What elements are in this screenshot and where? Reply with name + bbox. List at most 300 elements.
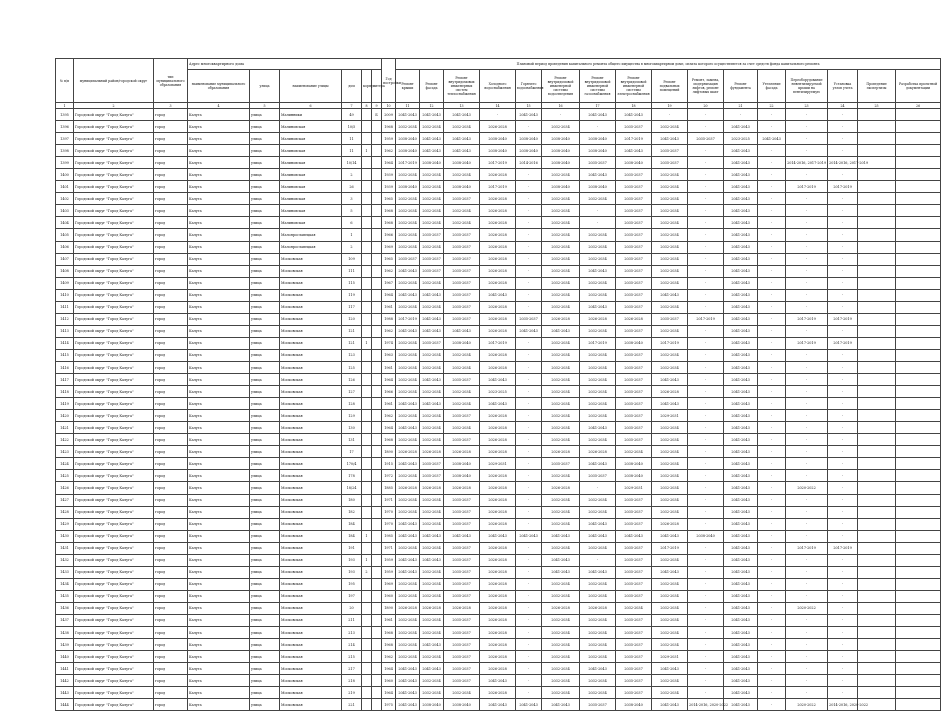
cell-work-period: 2041-2043 bbox=[420, 109, 444, 121]
cell-work-period: - bbox=[828, 361, 858, 373]
cell-n: 1412 bbox=[56, 313, 74, 325]
cell-k bbox=[362, 506, 372, 518]
cell-work-period: 2020-2022 bbox=[786, 699, 828, 711]
cell-empty bbox=[858, 349, 896, 361]
cell-work-period: 2032-2034 bbox=[420, 349, 444, 361]
cell-sn: Московская bbox=[280, 301, 342, 313]
cell-work-period: - bbox=[828, 675, 858, 687]
cell-work-period: 2032-2034 bbox=[542, 193, 580, 205]
cell-work-period: 2035-2037 bbox=[444, 506, 480, 518]
cell-work-period: - bbox=[828, 434, 858, 446]
cell-t: город bbox=[154, 313, 188, 325]
cell-d: Городской округ "Город Калуга" bbox=[74, 374, 154, 386]
cell-empty bbox=[858, 494, 896, 506]
cell-work-period: 2032-2034 bbox=[652, 506, 688, 518]
cell-d: Городской округ "Город Калуга" bbox=[74, 627, 154, 639]
cell-empty bbox=[896, 578, 941, 590]
cell-work-period: 2041-2043 bbox=[396, 675, 420, 687]
cell-work-period: 2032-2034 bbox=[542, 121, 580, 133]
cell-empty bbox=[858, 506, 896, 518]
cell-work-period: 2038-2040 bbox=[616, 157, 652, 169]
cell-work-period: - bbox=[828, 470, 858, 482]
column-number: 7 bbox=[342, 103, 362, 109]
header-house: дом bbox=[342, 70, 362, 103]
cell-work-period: - bbox=[786, 434, 828, 446]
cell-work-period: 2035-2037 bbox=[516, 313, 542, 325]
cell-n: 1399 bbox=[56, 157, 74, 169]
cell-work-period: - bbox=[516, 434, 542, 446]
cell-h: 184 bbox=[342, 530, 362, 542]
cell-work-period: 2032-2034 bbox=[396, 374, 420, 386]
cell-work-period: 2026-2028 bbox=[480, 590, 516, 602]
cell-k: 1 bbox=[362, 337, 372, 349]
cell-work-period: - bbox=[580, 554, 616, 566]
cell-h: 191 bbox=[342, 542, 362, 554]
cell-n: 1420 bbox=[56, 410, 74, 422]
table-row bbox=[56, 361, 941, 373]
cell-d: Городской округ "Город Калуга" bbox=[74, 530, 154, 542]
cell-l bbox=[372, 590, 382, 602]
cell-work-period: - bbox=[688, 458, 724, 470]
cell-work-period: 2026-2028 bbox=[480, 434, 516, 446]
cell-sn: Малиновская bbox=[280, 157, 342, 169]
cell-work-period: - bbox=[786, 578, 828, 590]
cell-h: 129 bbox=[342, 410, 362, 422]
cell-work-period: - bbox=[688, 217, 724, 229]
cell-work-period: 2032-2034 bbox=[652, 349, 688, 361]
cell-st: улица bbox=[250, 410, 280, 422]
cell-k bbox=[362, 253, 372, 265]
cell-work-period: 2041-2043 bbox=[724, 337, 758, 349]
cell-work-period: 2035-2037 bbox=[616, 386, 652, 398]
cell-l bbox=[372, 518, 382, 530]
cell-work-period: 2026-2028 bbox=[616, 313, 652, 325]
cell-s: Калуга bbox=[188, 181, 250, 193]
cell-st: улица bbox=[250, 181, 280, 193]
cell-work-period: 2038-2040 bbox=[444, 181, 480, 193]
cell-st: улица bbox=[250, 217, 280, 229]
cell-work-period: 2032-2034 bbox=[652, 614, 688, 626]
cell-work-period: 2032-2034 bbox=[542, 337, 580, 349]
cell-n: 1400 bbox=[56, 169, 74, 181]
cell-s: Калуга bbox=[188, 494, 250, 506]
cell-work-period: 2035-2037 bbox=[444, 590, 480, 602]
cell-k bbox=[362, 325, 372, 337]
cell-work-period: - bbox=[828, 446, 858, 458]
table-row bbox=[56, 205, 941, 217]
cell-h: 120 bbox=[342, 313, 362, 325]
cell-k bbox=[362, 627, 372, 639]
cell-work-period: - bbox=[688, 675, 724, 687]
cell-h: 184 bbox=[342, 518, 362, 530]
cell-d: Городской округ "Город Калуга" bbox=[74, 181, 154, 193]
cell-empty bbox=[896, 325, 941, 337]
cell-n: 1433 bbox=[56, 566, 74, 578]
cell-y: 1962 bbox=[382, 410, 396, 422]
cell-h: 109 bbox=[342, 253, 362, 265]
cell-l bbox=[372, 639, 382, 651]
column-number: 14 bbox=[480, 103, 516, 109]
cell-work-period: 2038-2040 bbox=[444, 470, 480, 482]
cell-work-period: - bbox=[516, 663, 542, 675]
cell-work-period: 2017-2019 bbox=[688, 313, 724, 325]
cell-work-period: 2035-2037 bbox=[420, 458, 444, 470]
column-number: 22 bbox=[758, 103, 786, 109]
cell-l bbox=[372, 229, 382, 241]
cell-work-period: 2032-2034 bbox=[580, 386, 616, 398]
cell-sn: Московская bbox=[280, 578, 342, 590]
cell-work-period: 2035-2037 bbox=[420, 253, 444, 265]
cell-l bbox=[372, 699, 382, 711]
cell-work-period: 2041-2043 bbox=[480, 374, 516, 386]
cell-st: улица bbox=[250, 193, 280, 205]
header-street-type: улица bbox=[250, 70, 280, 103]
cell-work-period: - bbox=[516, 578, 542, 590]
cell-work-period: - bbox=[516, 458, 542, 470]
cell-h: 6 bbox=[342, 217, 362, 229]
cell-work-period: - bbox=[516, 422, 542, 434]
cell-work-period: 2032-2034 bbox=[420, 542, 444, 554]
cell-s: Калуга bbox=[188, 289, 250, 301]
cell-k bbox=[362, 578, 372, 590]
cell-n: 1430 bbox=[56, 530, 74, 542]
table-row bbox=[56, 349, 941, 361]
cell-sn: Московская bbox=[280, 446, 342, 458]
cell-work-period: - bbox=[828, 410, 858, 422]
cell-work-period: 2041-2043 bbox=[516, 109, 542, 121]
table-row bbox=[56, 627, 941, 639]
cell-work-period: 2032-2034 bbox=[396, 217, 420, 229]
cell-y: 1915 bbox=[382, 458, 396, 470]
cell-work-period: 2026-2028 bbox=[420, 482, 444, 494]
cell-work-period: - bbox=[828, 494, 858, 506]
table-row bbox=[56, 337, 941, 349]
cell-l bbox=[372, 361, 382, 373]
cell-empty bbox=[858, 193, 896, 205]
cell-s: Калуга bbox=[188, 121, 250, 133]
cell-work-period: 2032-2034 bbox=[542, 627, 580, 639]
cell-k bbox=[362, 169, 372, 181]
cell-work-period: 2023-2025 bbox=[724, 133, 758, 145]
cell-n: 1440 bbox=[56, 651, 74, 663]
cell-t: город bbox=[154, 181, 188, 193]
cell-work-period: 2041-2043 bbox=[724, 494, 758, 506]
cell-s: Калуга bbox=[188, 590, 250, 602]
cell-work-period: 2032-2034 bbox=[542, 518, 580, 530]
cell-work-period: 2032-2034 bbox=[444, 121, 480, 133]
cell-sn: Малиновская bbox=[280, 193, 342, 205]
document-sheet bbox=[55, 58, 938, 711]
cell-work-period: 2038-2040 bbox=[396, 133, 420, 145]
cell-l bbox=[372, 325, 382, 337]
cell-s: Калуга bbox=[188, 133, 250, 145]
cell-work-period: 2032-2034 bbox=[420, 566, 444, 578]
cell-work-period: - bbox=[758, 217, 786, 229]
cell-work-period: - bbox=[758, 109, 786, 121]
cell-work-period: 2041-2043 bbox=[724, 301, 758, 313]
cell-work-period: 2032-2034 bbox=[542, 289, 580, 301]
header-gas: Ремонт внутридомовой инженерной системы газоснабжения bbox=[580, 70, 616, 103]
table-row bbox=[56, 554, 941, 566]
cell-st: улица bbox=[250, 542, 280, 554]
cell-work-period: - bbox=[828, 121, 858, 133]
cell-st: улица bbox=[250, 578, 280, 590]
cell-work-period: 2032-2034 bbox=[542, 651, 580, 663]
cell-work-period: 2041-2043 bbox=[396, 699, 420, 711]
cell-work-period: 2035-2037 bbox=[444, 627, 480, 639]
cell-work-period: - bbox=[516, 374, 542, 386]
cell-work-period: - bbox=[828, 386, 858, 398]
cell-work-period: - bbox=[688, 121, 724, 133]
cell-work-period: - bbox=[758, 554, 786, 566]
cell-work-period: - bbox=[828, 109, 858, 121]
table-row bbox=[56, 121, 941, 133]
cell-work-period: 2026-2028 bbox=[480, 518, 516, 530]
cell-work-period: 2026-2028 bbox=[480, 602, 516, 614]
cell-work-period: 2032-2034 bbox=[444, 422, 480, 434]
cell-work-period: - bbox=[758, 398, 786, 410]
cell-work-period: - bbox=[516, 518, 542, 530]
cell-work-period: 2032-2034 bbox=[580, 627, 616, 639]
table-row bbox=[56, 422, 941, 434]
cell-work-period: 2032-2034 bbox=[542, 614, 580, 626]
cell-y: 1970 bbox=[382, 518, 396, 530]
cell-s: Калуга bbox=[188, 313, 250, 325]
cell-empty bbox=[858, 566, 896, 578]
cell-t: город bbox=[154, 614, 188, 626]
cell-work-period: 2032-2034 bbox=[396, 169, 420, 181]
cell-work-period: 2032-2034 bbox=[542, 663, 580, 675]
cell-work-period: - bbox=[786, 205, 828, 217]
cell-work-period: - bbox=[828, 590, 858, 602]
cell-work-period: - bbox=[516, 554, 542, 566]
cell-st: улица bbox=[250, 386, 280, 398]
cell-n: 1407 bbox=[56, 253, 74, 265]
cell-work-period: 2032-2034 bbox=[396, 277, 420, 289]
cell-work-period: 2038-2040 bbox=[616, 470, 652, 482]
cell-work-period: 2026-2028 bbox=[420, 446, 444, 458]
table-row bbox=[56, 675, 941, 687]
cell-work-period: 2032-2034 bbox=[580, 361, 616, 373]
cell-s: Калуга bbox=[188, 337, 250, 349]
cell-work-period: 2032-2034 bbox=[396, 229, 420, 241]
cell-k bbox=[362, 446, 372, 458]
cell-empty bbox=[858, 590, 896, 602]
cell-work-period: 2041-2043 bbox=[616, 145, 652, 157]
cell-n: 1438 bbox=[56, 627, 74, 639]
cell-work-period: 2041-2043 bbox=[724, 675, 758, 687]
cell-l bbox=[372, 386, 382, 398]
cell-t: город bbox=[154, 289, 188, 301]
column-number: 12 bbox=[420, 103, 444, 109]
cell-st: улица bbox=[250, 566, 280, 578]
cell-work-period: - bbox=[758, 121, 786, 133]
cell-empty bbox=[896, 602, 941, 614]
cell-work-period: 2035-2037 bbox=[616, 651, 652, 663]
cell-l bbox=[372, 181, 382, 193]
cell-work-period: - bbox=[786, 133, 828, 145]
cell-work-period: 2038-2040 bbox=[616, 458, 652, 470]
cell-h: 5 bbox=[342, 205, 362, 217]
cell-work-period: 2032-2034 bbox=[420, 410, 444, 422]
cell-work-period: - bbox=[786, 289, 828, 301]
cell-work-period: 2026-2028 bbox=[580, 602, 616, 614]
cell-work-period: 2032-2034 bbox=[580, 253, 616, 265]
cell-h: 11 bbox=[342, 145, 362, 157]
cell-work-period: 2032-2034 bbox=[580, 325, 616, 337]
cell-n: 1422 bbox=[56, 434, 74, 446]
cell-st: улица bbox=[250, 494, 280, 506]
cell-s: Калуга bbox=[188, 109, 250, 121]
cell-work-period: 2017-2019 bbox=[480, 181, 516, 193]
cell-l bbox=[372, 121, 382, 133]
cell-y: 1963 bbox=[382, 349, 396, 361]
cell-work-period: 2026-2028 bbox=[480, 614, 516, 626]
cell-s: Калуга bbox=[188, 410, 250, 422]
cell-work-period: 2032-2034 bbox=[420, 241, 444, 253]
cell-sn: Малоярославецкая bbox=[280, 229, 342, 241]
cell-n: 1410 bbox=[56, 289, 74, 301]
cell-work-period: 2017-2019 bbox=[480, 157, 516, 169]
table-row bbox=[56, 494, 941, 506]
cell-work-period: 2041-2043 bbox=[724, 639, 758, 651]
cell-st: улица bbox=[250, 289, 280, 301]
cell-work-period: - bbox=[758, 325, 786, 337]
cell-d: Городской округ "Город Калуга" bbox=[74, 578, 154, 590]
cell-k bbox=[362, 663, 372, 675]
cell-work-period: 2035-2037 bbox=[616, 229, 652, 241]
cell-work-period: 2032-2034 bbox=[580, 687, 616, 699]
cell-work-period: - bbox=[516, 590, 542, 602]
cell-work-period: 2032-2034 bbox=[580, 614, 616, 626]
cell-d: Городской округ "Город Калуга" bbox=[74, 313, 154, 325]
header-foundation: Ремонт фундамента bbox=[724, 70, 758, 103]
cell-t: город bbox=[154, 470, 188, 482]
cell-work-period: - bbox=[758, 422, 786, 434]
cell-k bbox=[362, 157, 372, 169]
cell-y: 1885 bbox=[382, 482, 396, 494]
cell-work-period: - bbox=[516, 506, 542, 518]
cell-d: Городской округ "Город Калуга" bbox=[74, 398, 154, 410]
cell-st: улица bbox=[250, 602, 280, 614]
cell-work-period: 2041-2043 bbox=[724, 518, 758, 530]
cell-y: 1972 bbox=[382, 470, 396, 482]
table-row bbox=[56, 470, 941, 482]
cell-work-period: 2032-2034 bbox=[420, 217, 444, 229]
cell-work-period: 2032-2034 bbox=[396, 193, 420, 205]
cell-work-period: 2026-2028 bbox=[542, 446, 580, 458]
cell-work-period: - bbox=[786, 675, 828, 687]
cell-work-period: 2041-2043 bbox=[724, 699, 758, 711]
cell-work-period: 2017-2019 bbox=[580, 337, 616, 349]
cell-s: Калуга bbox=[188, 253, 250, 265]
table-row bbox=[56, 663, 941, 675]
cell-st: улица bbox=[250, 458, 280, 470]
cell-work-period: - bbox=[758, 639, 786, 651]
cell-k bbox=[362, 217, 372, 229]
cell-work-period: - bbox=[786, 374, 828, 386]
cell-work-period: - bbox=[758, 458, 786, 470]
cell-work-period: - bbox=[786, 361, 828, 373]
cell-work-period: 2032-2034 bbox=[396, 494, 420, 506]
cell-h: 117 bbox=[342, 301, 362, 313]
cell-l bbox=[372, 410, 382, 422]
cell-work-period: 2032-2034 bbox=[580, 289, 616, 301]
cell-work-period: 2038-2040 bbox=[580, 145, 616, 157]
cell-work-period: 2035-2037 bbox=[420, 265, 444, 277]
cell-work-period: 2041-2043 bbox=[396, 518, 420, 530]
cell-t: город bbox=[154, 422, 188, 434]
cell-empty bbox=[896, 361, 941, 373]
cell-empty bbox=[858, 265, 896, 277]
cell-t: город bbox=[154, 337, 188, 349]
cell-work-period: - bbox=[688, 109, 724, 121]
cell-work-period: 2041-2043 bbox=[724, 458, 758, 470]
cell-work-period: 2026-2028 bbox=[444, 482, 480, 494]
cell-work-period: 2035-2037 bbox=[616, 566, 652, 578]
cell-t: город bbox=[154, 627, 188, 639]
cell-n: 1416 bbox=[56, 361, 74, 373]
cell-k bbox=[362, 361, 372, 373]
cell-work-period: 2041-2043 bbox=[724, 361, 758, 373]
cell-empty bbox=[858, 361, 896, 373]
table-row bbox=[56, 639, 941, 651]
cell-work-period: 2032-2034 bbox=[652, 217, 688, 229]
cell-work-period: 2026-2028 bbox=[480, 253, 516, 265]
cell-work-period: 2041-2043 bbox=[480, 675, 516, 687]
cell-k bbox=[362, 434, 372, 446]
cell-work-period: 2041-2043 bbox=[652, 663, 688, 675]
cell-work-period: - bbox=[786, 145, 828, 157]
cell-d: Городской округ "Город Калуга" bbox=[74, 217, 154, 229]
cell-work-period: - bbox=[758, 386, 786, 398]
cell-work-period: 2035-2037 bbox=[616, 374, 652, 386]
column-number: 23 bbox=[786, 103, 828, 109]
cell-sn: Московская bbox=[280, 602, 342, 614]
cell-empty bbox=[858, 109, 896, 121]
cell-empty bbox=[858, 687, 896, 699]
cell-st: улица bbox=[250, 145, 280, 157]
cell-work-period: 2032-2034 bbox=[420, 181, 444, 193]
cell-work-period: 2032-2034 bbox=[652, 205, 688, 217]
cell-t: город bbox=[154, 265, 188, 277]
cell-work-period: 2032-2034 bbox=[542, 349, 580, 361]
cell-work-period: 2038-2040 bbox=[480, 133, 516, 145]
table-row bbox=[56, 386, 941, 398]
cell-work-period: 2032-2034 bbox=[396, 651, 420, 663]
cell-work-period: 2026-2028 bbox=[580, 446, 616, 458]
cell-work-period: - bbox=[828, 530, 858, 542]
cell-work-period: - bbox=[516, 627, 542, 639]
cell-work-period: 2032-2034 bbox=[542, 687, 580, 699]
cell-work-period: 2032-2034 bbox=[396, 627, 420, 639]
cell-work-period: - bbox=[758, 229, 786, 241]
cell-s: Калуга bbox=[188, 169, 250, 181]
cell-work-period: 2017-2019 bbox=[396, 313, 420, 325]
cell-work-period: 2026-2028 bbox=[480, 506, 516, 518]
cell-work-period: 2041-2043 bbox=[420, 398, 444, 410]
cell-work-period: 2032-2034 bbox=[420, 590, 444, 602]
cell-k bbox=[362, 265, 372, 277]
column-number: 3 bbox=[154, 103, 188, 109]
cell-st: улица bbox=[250, 554, 280, 566]
cell-work-period: 2032-2034 bbox=[444, 217, 480, 229]
cell-work-period: - bbox=[688, 482, 724, 494]
cell-l bbox=[372, 578, 382, 590]
cell-l bbox=[372, 663, 382, 675]
cell-y: 1939 bbox=[382, 169, 396, 181]
cell-work-period: - bbox=[516, 361, 542, 373]
